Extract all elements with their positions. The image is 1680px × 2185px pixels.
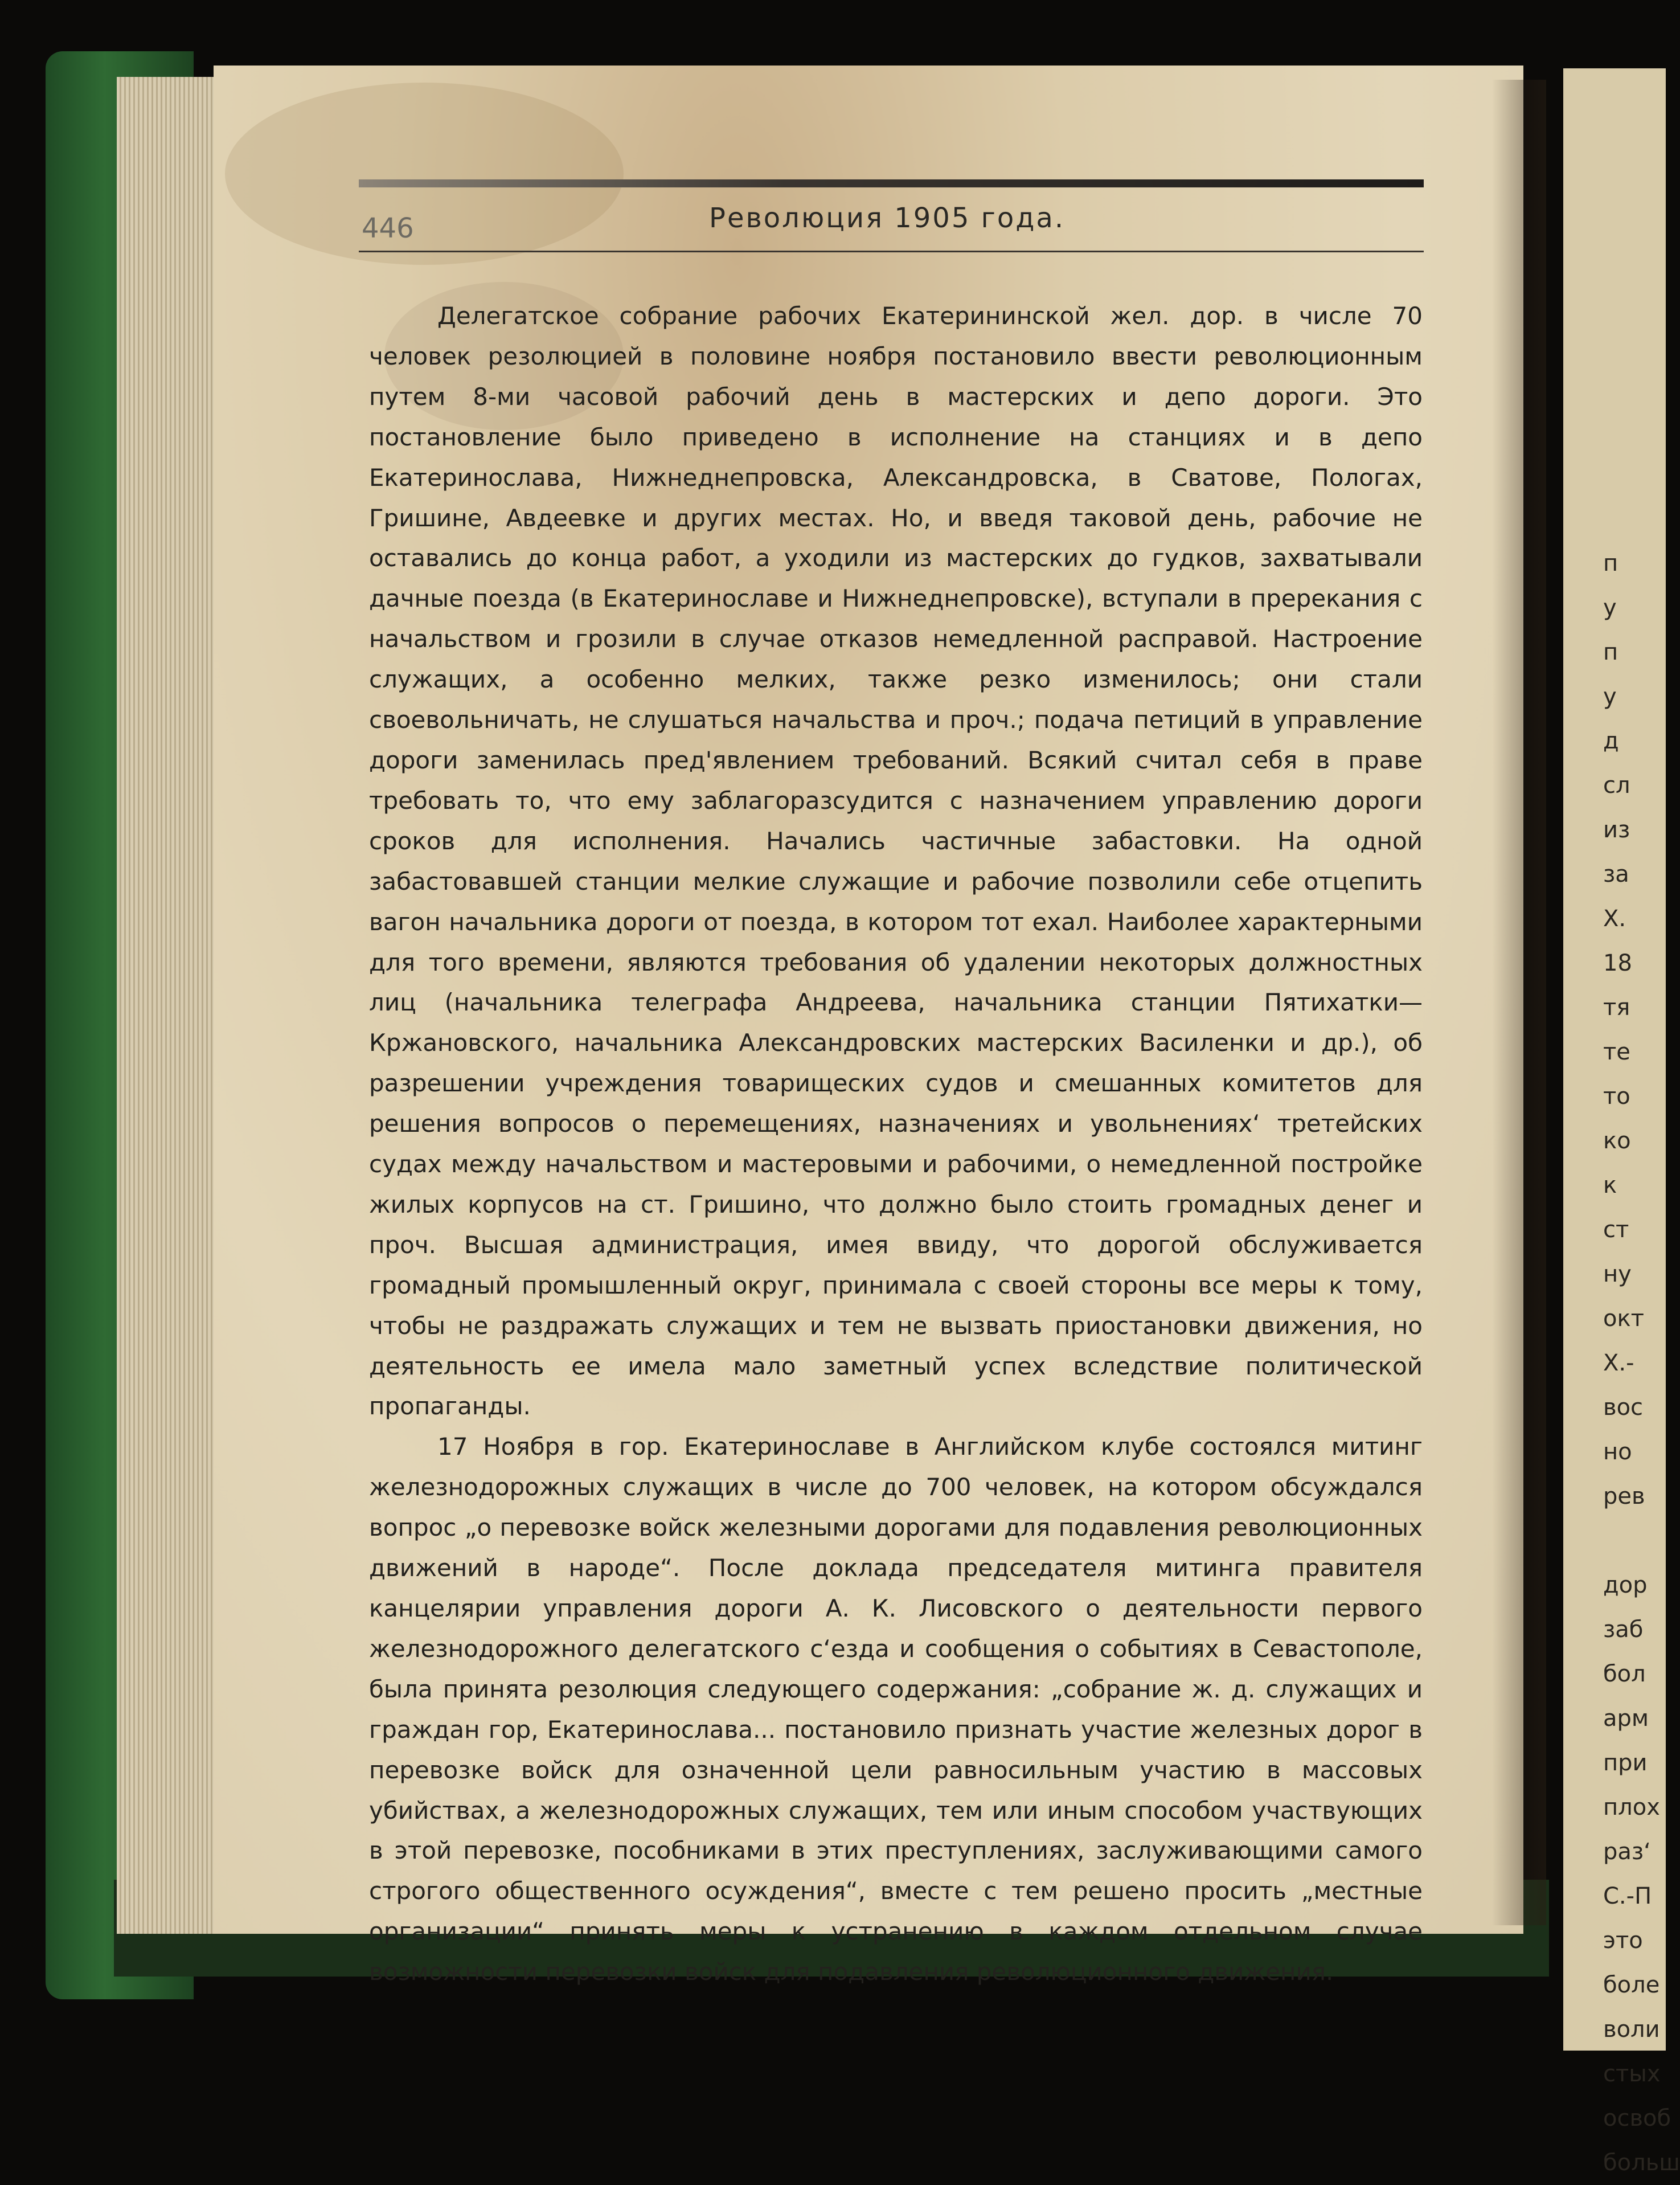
facing-page-fragment: ст [1603, 1217, 1629, 1243]
facing-page-fragment: воли [1603, 2016, 1660, 2043]
facing-page-fragment: вос [1603, 1394, 1644, 1421]
facing-page-fragment: за [1603, 861, 1629, 887]
facing-page-fragment: Х.- [1603, 1350, 1634, 1376]
facing-page-fragment: но [1603, 1439, 1632, 1465]
facing-page-fragment: заб [1603, 1617, 1644, 1643]
facing-page-fragment: плох [1603, 1794, 1660, 1820]
running-head-title: Революция 1905 года. [709, 202, 1066, 234]
facing-page-fragment: боле [1603, 1972, 1660, 1998]
facing-page-fragment: бол [1603, 1661, 1646, 1687]
facing-page-fragment: ко [1603, 1128, 1631, 1154]
facing-page-fragment: те [1603, 1039, 1630, 1065]
facing-page-fragment: из [1603, 817, 1630, 843]
facing-page-fragment: тя [1603, 995, 1630, 1021]
facing-page-fragment: окт [1603, 1306, 1644, 1332]
facing-page-fragment: ну [1603, 1261, 1632, 1287]
facing-page-fragment: это [1603, 1928, 1643, 1954]
facing-page-fragment: д [1603, 728, 1619, 754]
paragraph: 17 Ноября в гор. Екатеринославе в Английском клубе состоялся митинг железнодорожных служащих в числе до 700 человек, на котором обсуждался вопрос „о перевозке войск железными дорогами для подавления революционных движений в народе“. После доклада председателя митинга правителя канцелярии управления дороги А. К. Лисовского о деятельности первого железнодорожного делегатского с‘езда и сообщения о событиях в Севастополе, была принята резолюция следующего содержания: „собрание ж. д. служащих и граждан гор, Екатеринослава... постановило признать участие железных дорог в перевозке войск для означенной цели равносильным участию в массовых убийствах, а железнодорожных служащих, тем или иным способом участвующих в этой перевозке, пособниками в этих преступлениях, заслуживающими самого строгого общественного осуждения“, вместе с тем решено просить „местные организации“ принять меры к устранению в каждом отдельном случае возможности перевозки войск для подавления революционного движения. [369, 1433, 1423, 1986]
facing-page-fragment: п [1603, 550, 1618, 576]
facing-page-fragment: к [1603, 1172, 1617, 1198]
facing-page-text-fragments [1603, 541, 1680, 2185]
facing-page-fragment: сл [1603, 772, 1630, 799]
facing-page-fragment: Х. [1603, 906, 1626, 932]
running-head [362, 202, 1421, 248]
facing-page-fragment: 18 [1603, 950, 1632, 976]
facing-page-fragment: стых [1603, 2061, 1661, 2087]
facing-page-fragment: рев [1603, 1483, 1645, 1509]
facing-page-fragment: у [1603, 684, 1617, 710]
facing-page-fragment: освоб [1603, 2105, 1671, 2131]
facing-page-fragment: у [1603, 595, 1617, 621]
facing-page-fragment [1603, 1519, 1666, 1563]
facing-page-fragment: п [1603, 639, 1618, 665]
facing-page-fragment: дор [1603, 1572, 1648, 1598]
page-gutter-shadow [1492, 80, 1546, 1925]
page-number: 446 [362, 212, 414, 244]
facing-page-fragment: арм [1603, 1705, 1649, 1732]
paragraph: Делегатское собрание рабочих Екатерининской жел. дор. в числе 70 человек резолюцией в половине ноября постановило ввести революционным путем 8-ми часовой рабочий день в мастерских и депо дороги. Это постановление было приведено в исполнение на станциях и в депо Екатеринослава, Нижнеднепровска, Александровска, в Сватове, Пологах, Гришине, Авдеевке и других местах. Но, и введя таковой день, рабочие не оставались до конца работ, а уходили из мастерских до гудков, захватывали дачные поезда (в Екатеринославе и Нижнеднепровске), вступали в пререкания с начальством и грозили в случае отказов немедленной расправой. Настроение служащих, а особенно мелких, также резко изменилось; они стали своевольничать, не слушаться начальства и проч.; подача петиций в управление дороги заменилась пред'явлением требований. Всякий считал себя в праве требовать то, что ему заблагоразсудится с назначением управлению дороги сроков для исполнения. Начались частичные забастовки. На одной забастовавшей станции мелкие служащие и рабочие позволили себе отцепить вагон начальника дороги от поезда, в котором тот ехал. Наиболее характерными для того времени, являются требования об удалении некоторых должностных лиц (начальника телеграфа Андреева, начальника станции Пятихатки—Кржановского, начальника Александровских мастерских Василенки и др.), об разрешении учреждения товарищеских судов и смешанных комитетов для решения вопросов о перемещениях, назначениях и увольнениях‘ третейских судах между начальством и мастеровыми и рабочими, о немедленной постройке жилых корпусов на ст. Гришино, что должно было стоить громадных денег и проч. Высшая администрация, имея ввиду, что дорогой обслуживается громадный промышленный округ, принимала с своей стороны все меры к тому, чтобы не раздражать служащих и тем не вызвать приостановки движения, но деятельность ее имела мало заметный успех вследствие политической пропаганды. [369, 302, 1423, 1421]
facing-page-fragment: больш [1603, 2150, 1680, 2176]
header-rule-thick [359, 179, 1424, 187]
facing-page-fragment: С.-П [1603, 1883, 1652, 1909]
facing-page-fragment: то [1603, 1083, 1630, 1110]
header-rule-thin [359, 251, 1424, 252]
page-block-edges [117, 77, 219, 1934]
facing-page-fragment: раз‘ [1603, 1839, 1651, 1865]
facing-page-fragment: при [1603, 1750, 1648, 1776]
body-text [369, 296, 1423, 1992]
